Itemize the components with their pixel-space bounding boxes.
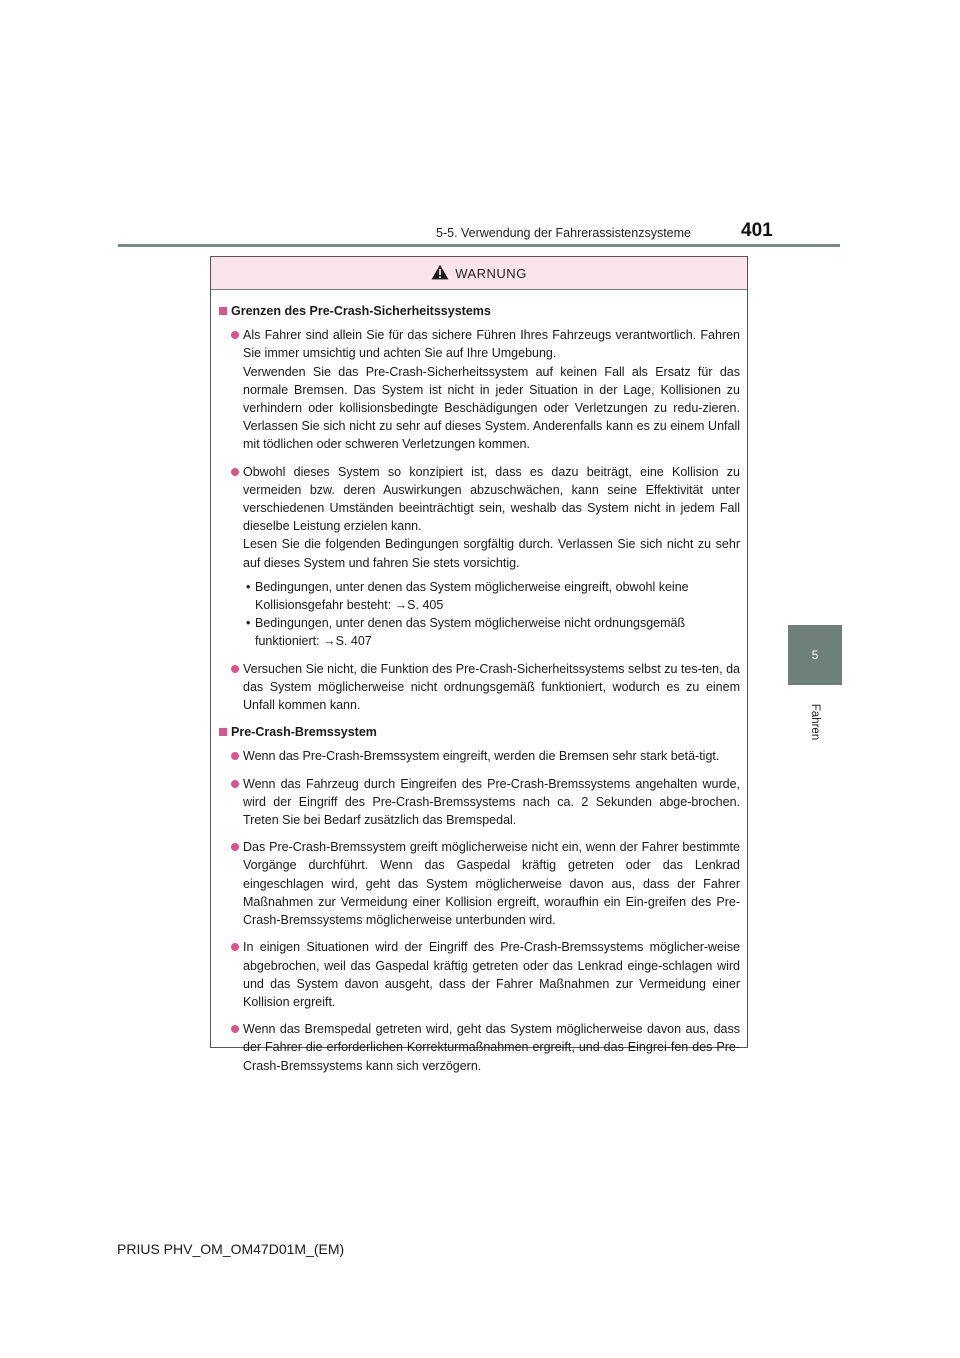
item-paragraph: In einigen Situationen wird der Eingriff des Pre-Crash-Bremssystems möglicher-weise abgebrochen, weil das Gaspedal kräftig getreten oder das Lenkrad einge-schlagen wird und das System davon ausgeht, dass der Fahrer Maßnahmen zur Vermeidung einer Kollision ergreift.: [243, 940, 740, 1009]
header-divider: [118, 244, 840, 247]
circle-bullet-icon: [231, 1025, 239, 1033]
list-item: [219, 463, 740, 651]
sub-list-item[interactable]: [219, 614, 740, 650]
item-paragraph: Obwohl dieses System so konzipiert ist, dass es dazu beiträgt, eine Kollision zu vermeiden bzw. deren Auswirkungen abzuschwächen, kann seine Effektivität unter verschiedenen Umständen beeinträchtigt sein, weshalb das System nicht in jedem Fall dieselbe Leistung erzielen kann.: [243, 464, 740, 534]
list-item: [219, 838, 740, 929]
item-paragraph: Lesen Sie die folgenden Bedingungen sorgfältig durch. Verlassen Sie sich nicht zu sehr auf dieses System und fahren Sie stets vorsichtig.: [243, 537, 740, 570]
item-paragraph: Wenn das Pre-Crash-Bremssystem eingreift, werden die Bremsen sehr stark betä-tigt.: [243, 749, 720, 764]
list-item: [219, 1020, 740, 1075]
chapter-tab[interactable]: [788, 625, 842, 685]
square-bullet-icon: [219, 307, 227, 315]
warning-body: [211, 290, 747, 1075]
list-item: [219, 775, 740, 830]
chapter-label-text: Fahren: [809, 703, 821, 741]
section-heading: [219, 302, 740, 320]
square-bullet-icon: [219, 728, 227, 736]
header-section-title: 5-5. Verwendung der Fahrerassistenzsysteme: [436, 226, 691, 240]
chapter-label: [788, 692, 842, 752]
circle-bullet-icon: [231, 780, 239, 788]
item-paragraph: Versuchen Sie nicht, die Funktion des Pre-Crash-Sicherheitssystems selbst zu tes-ten, da das System möglicherweise nicht ordnungsgemäß funktioniert, wodurch es zu einem Unfall kommen kann.: [243, 661, 740, 713]
item-paragraph: Verwenden Sie das Pre-Crash-Sicherheitssystem auf keinen Fall als Ersatz für das normale Bremsen. Das System ist nicht in jeder Situation in der Lage, Kollisionen zu verhindern oder kollisionsbedingte Beschädigungen oder Verletzungen zu redu-zieren. Verlassen Sie sich nicht zu sehr auf dieses System. Anderenfalls kann es zu einem Unfall mit tödlichen oder schweren Verletzungen kommen.: [243, 364, 740, 452]
circle-bullet-icon: [231, 468, 239, 476]
list-item: [219, 660, 740, 715]
item-paragraph: Wenn das Fahrzeug durch Eingreifen des Pre-Crash-Bremssystems angehalten wurde, wird der Eingriff des Pre-Crash-Bremssystems nach ca. 2 Sekunden abge-brochen. Treten Sie bei Bedarf zusätzlich das Bremspedal.: [243, 776, 740, 828]
list-item: [219, 747, 740, 765]
page-number: 401: [741, 220, 773, 241]
section-heading-text: Pre-Crash-Bremssystem: [231, 725, 377, 740]
circle-bullet-icon: [231, 843, 239, 851]
section-heading: [219, 723, 740, 741]
warning-header: [211, 257, 747, 290]
item-paragraph: Das Pre-Crash-Bremssystem greift möglicherweise nicht ein, wenn der Fahrer bestimmte Vorgänge durchführt. Wenn das Gaspedal kräftig getreten oder das Lenkrad eingeschlagen wird, geht das System möglicherweise davon aus, dass der Fahrer Maßnahmen zur Vermeidung einer Kollision ergreift, woraufhin ein Ein-greifen des Pre-Crash-Bremssystems möglicherweise unterbunden wird.: [243, 840, 740, 928]
warning-title: WARNUNG: [455, 265, 527, 281]
circle-bullet-icon: [231, 943, 239, 951]
sub-list: [219, 578, 740, 651]
item-paragraph: Wenn das Bremspedal getreten wird, geht das System möglicherweise davon aus, dass der Fahrer die erforderlichen Korrekturmaßnahmen ergreift, und das Eingrei-fen des Pre-Crash-Bremssystems kann sich verzögern.: [243, 1022, 740, 1073]
circle-bullet-icon: [231, 665, 239, 673]
sub-bullet-icon: •: [246, 616, 251, 631]
document-code: PRIUS PHV_OM_OM47D01M_(EM): [117, 1241, 345, 1257]
sub-list-text: Bedingungen, unter denen das System möglicherweise nicht ordnungsgemäß funktioniert: →S. 407: [255, 616, 686, 649]
warning-triangle-icon: [431, 264, 449, 280]
section-heading-text: Grenzen des Pre-Crash-Sicherheitssystems: [231, 304, 491, 318]
sub-list-text: Bedingungen, unter denen das System möglicherweise eingreift, obwohl keine Kollisionsgefahr besteht: →S. 405: [255, 579, 689, 613]
warning-box: [210, 256, 748, 1073]
circle-bullet-icon: [231, 752, 239, 760]
chapter-number: 5: [811, 648, 819, 662]
sub-bullet-icon: •: [246, 579, 251, 594]
list-item: [219, 326, 740, 453]
list-item: [219, 938, 740, 1011]
sub-list-item[interactable]: [219, 578, 740, 614]
circle-bullet-icon: [231, 331, 239, 339]
item-paragraph: Als Fahrer sind allein Sie für das sichere Führen Ihres Fahrzeugs verantwortlich. Fahren Sie immer umsichtig und achten Sie auf Ihre Umgebung.: [243, 328, 740, 361]
